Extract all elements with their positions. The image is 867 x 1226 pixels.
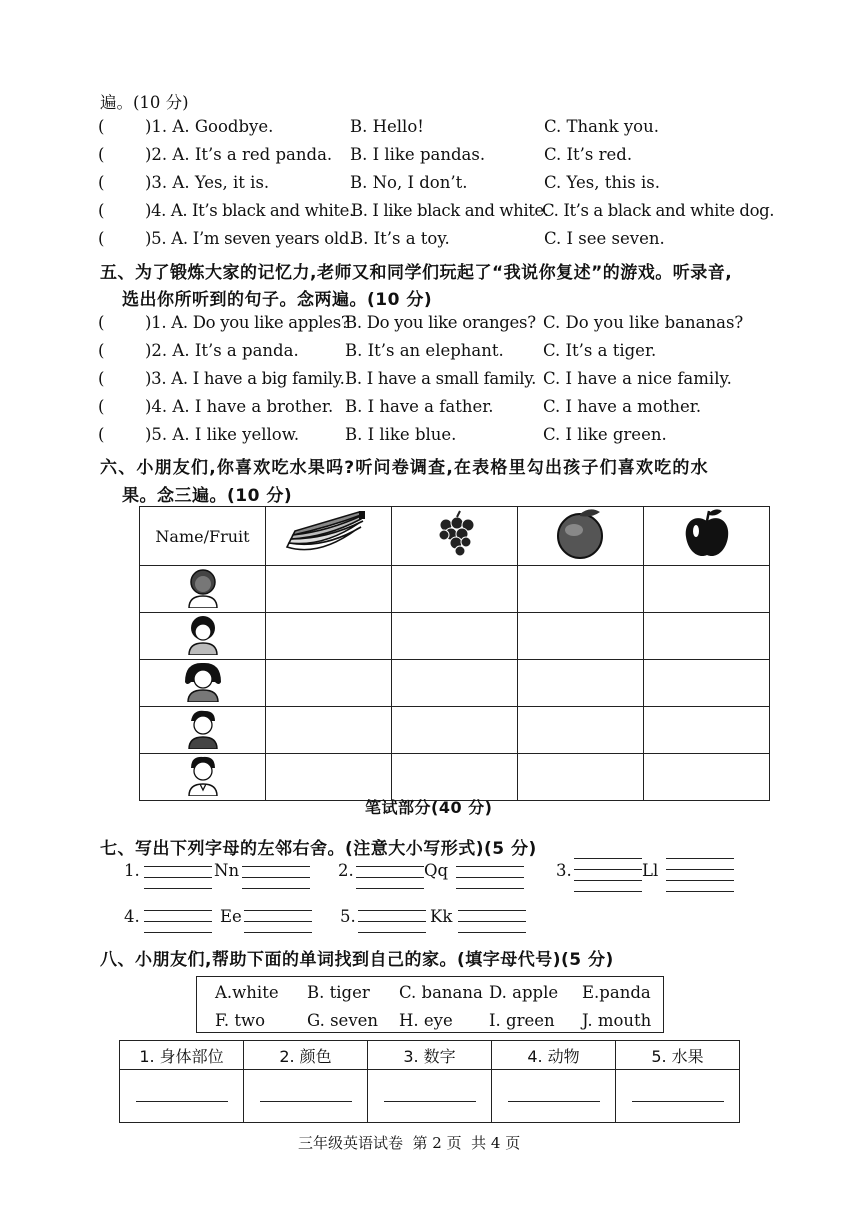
answer-cell[interactable] [368, 1070, 492, 1123]
section-4-tail: 遍。(10 分) [100, 93, 189, 112]
blank-left[interactable] [574, 848, 642, 892]
category-header: 1. 身体部位 [120, 1041, 244, 1070]
paren: ( [98, 229, 105, 248]
word-option: C. banana [399, 983, 483, 1002]
option-c: C. Thank you. [544, 117, 659, 136]
blank-right[interactable] [458, 900, 526, 933]
survey-cell[interactable] [266, 566, 392, 613]
option-b: B. I like pandas. [350, 145, 486, 164]
paren: ( [98, 369, 105, 388]
category-header: 3. 数字 [368, 1041, 492, 1070]
answer-blank[interactable] [136, 1101, 228, 1102]
option-c: C. I have a nice family. [543, 369, 732, 388]
page-footer: 三年级英语试卷 第 2 页 共 4 页 [298, 1134, 521, 1152]
blank-left[interactable] [358, 900, 426, 933]
option-c: C. It’s a tiger. [543, 341, 657, 360]
option-c: C. I have a mother. [543, 397, 702, 416]
survey-cell[interactable] [518, 660, 644, 707]
item-number: 2. [338, 861, 354, 880]
survey-cell[interactable] [266, 707, 392, 754]
survey-cell[interactable] [644, 754, 770, 801]
survey-cell[interactable] [266, 754, 392, 801]
survey-cell[interactable] [518, 566, 644, 613]
section-7-title: 七、写出下列字母的左邻右舍。(注意大小写形式)(5 分) [100, 839, 537, 859]
paren: ( [98, 313, 105, 332]
letter-pair: Ll [642, 861, 659, 880]
question-text: )1. A. Do you like apples? [145, 313, 350, 332]
survey-cell[interactable] [266, 660, 392, 707]
survey-cell[interactable] [392, 613, 518, 660]
question-text: )3. A. Yes, it is. [145, 173, 270, 192]
section-6-title: 六、小朋友们,你喜欢吃水果吗?听问卷调查,在表格里勾出孩子们喜欢吃的水 [100, 458, 709, 478]
answer-blank[interactable] [384, 1101, 476, 1102]
section-6-title-cont: 果。念三遍。(10 分) [122, 486, 293, 506]
question-text: )4. A. It’s black and white. [145, 201, 354, 220]
paren: ( [98, 145, 105, 164]
item-number: 1. [124, 861, 140, 880]
letter-pair: Nn [214, 861, 240, 880]
letter-pair: Kk [430, 907, 453, 926]
option-b: B. I have a father. [345, 397, 494, 416]
letter-pair: Ee [220, 907, 242, 926]
kid-3-icon [181, 660, 225, 702]
blank-right[interactable] [244, 900, 312, 933]
paren: ( [98, 341, 105, 360]
kid-1-icon [183, 566, 223, 608]
question-text: )4. A. I have a brother. [145, 397, 334, 416]
kid-row-2 [140, 613, 266, 660]
survey-cell[interactable] [644, 566, 770, 613]
word-bank [196, 976, 664, 1033]
option-b: B. It’s an elephant. [345, 341, 504, 360]
kid-2-icon [183, 613, 223, 655]
survey-cell[interactable] [266, 613, 392, 660]
survey-cell[interactable] [392, 566, 518, 613]
option-b: B. It’s a toy. [351, 229, 450, 248]
paren: ( [98, 397, 105, 416]
kid-4-icon [183, 707, 223, 749]
survey-cell[interactable] [518, 754, 644, 801]
option-c: C. I like green. [543, 425, 667, 444]
word-option: D. apple [489, 983, 559, 1002]
question-text: )2. A. It’s a panda. [145, 341, 299, 360]
word-option: E.panda [582, 983, 651, 1002]
apple-icon [644, 507, 770, 566]
item-number: 5. [340, 907, 356, 926]
question-text: )1. A. Goodbye. [145, 117, 274, 136]
question-text: )5. A. I like yellow. [145, 425, 300, 444]
category-answer-table [119, 1040, 740, 1123]
survey-cell[interactable] [644, 707, 770, 754]
item-number: 4. [124, 907, 140, 926]
kid-5-icon [183, 754, 223, 796]
paren: ( [98, 173, 105, 192]
option-b: B. Do you like oranges? [345, 313, 536, 332]
kid-row-5 [140, 754, 266, 801]
category-header: 4. 动物 [492, 1041, 616, 1070]
banana-icon [266, 507, 392, 566]
section-5-title-cont: 选出你所听到的句子。念两遍。(10 分) [122, 290, 433, 310]
option-b: B. No, I don’t. [350, 173, 468, 192]
blank-left[interactable] [144, 900, 212, 933]
blank-left[interactable] [144, 856, 212, 889]
written-part-heading: 笔试部分(40 分) [365, 798, 493, 817]
option-b: B. I have a small family. [345, 369, 537, 388]
survey-cell[interactable] [518, 613, 644, 660]
answer-cell[interactable] [244, 1070, 368, 1123]
letter-pair: Qq [424, 861, 449, 880]
answer-blank[interactable] [632, 1101, 724, 1102]
word-option: G. seven [307, 1011, 379, 1030]
answer-blank[interactable] [260, 1101, 352, 1102]
word-option: H. eye [399, 1011, 453, 1030]
survey-cell[interactable] [518, 707, 644, 754]
kid-row-3 [140, 660, 266, 707]
survey-cell[interactable] [392, 660, 518, 707]
blank-right[interactable] [666, 848, 734, 892]
option-c: C. I see seven. [544, 229, 665, 248]
fruit-survey-table [139, 506, 770, 801]
blank-right[interactable] [456, 856, 524, 889]
category-header: 2. 颜色 [244, 1041, 368, 1070]
word-option: B. tiger [307, 983, 370, 1002]
option-c: C. Yes, this is. [544, 173, 660, 192]
answer-cell[interactable] [492, 1070, 616, 1123]
question-text: )5. A. I’m seven years old. [145, 229, 355, 248]
paren: ( [98, 425, 105, 444]
option-b: B. Hello! [350, 117, 424, 136]
section-5-title: 五、为了锻炼大家的记忆力,老师又和同学们玩起了“我说你复述”的游戏。听录音, [100, 263, 733, 283]
question-text: )3. A. I have a big family. [145, 369, 345, 388]
paren: ( [98, 201, 105, 220]
question-text: )2. A. It’s a red panda. [145, 145, 333, 164]
blank-left[interactable] [356, 856, 424, 889]
option-b: B. I like black and white. [351, 201, 549, 220]
answer-cell[interactable] [616, 1070, 740, 1123]
survey-cell[interactable] [392, 754, 518, 801]
item-number: 3. [556, 861, 572, 880]
paren: ( [98, 117, 105, 136]
word-option: F. two [215, 1011, 266, 1030]
answer-blank[interactable] [508, 1101, 600, 1102]
word-option: J. mouth [582, 1011, 652, 1030]
orange-icon [518, 507, 644, 566]
option-b: B. I like blue. [345, 425, 457, 444]
kid-row-4 [140, 707, 266, 754]
section-8-title: 八、小朋友们,帮助下面的单词找到自己的家。(填字母代号)(5 分) [100, 950, 614, 970]
option-c: C. Do you like bananas? [543, 313, 744, 332]
option-c: C. It’s red. [544, 145, 633, 164]
word-option: I. green [489, 1011, 555, 1030]
category-header: 5. 水果 [616, 1041, 740, 1070]
kid-row-1 [140, 566, 266, 613]
survey-cell[interactable] [644, 660, 770, 707]
name-fruit-header: Name/Fruit [140, 507, 266, 566]
blank-right[interactable] [242, 856, 310, 889]
grapes-icon [392, 507, 518, 566]
option-c: C. It’s a black and white dog. [542, 201, 775, 220]
survey-cell[interactable] [644, 613, 770, 660]
word-option: A.white [215, 983, 279, 1002]
answer-cell[interactable] [120, 1070, 244, 1123]
survey-cell[interactable] [392, 707, 518, 754]
